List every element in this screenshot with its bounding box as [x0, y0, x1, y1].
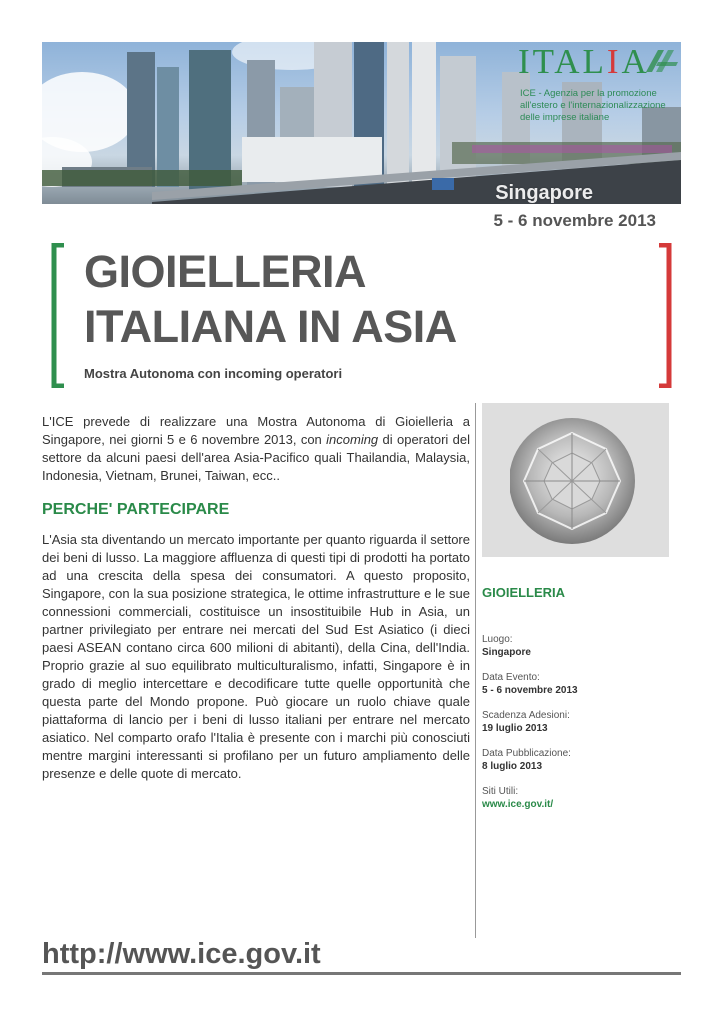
- chevron-logo-icon: [644, 46, 680, 76]
- why-paragraph: L'Asia sta diventando un mercato importante per quanto riguarda il settore dei beni di lusso. La maggiore affluenza di questi tipi di prodotti ha portato ad una crescita della spesa dei consumatori. A questo proposito, Singapore, con la sua posizione strategica, le ottime infrastrutture e le sue connessioni commerciali, costituisce un insostituibile Hub in Asia, un partner privilegiato per entrare nei mercati del Sud Est Asiatico (i dieci paesi ASEAN contano circa 600 milioni di abitanti), della Cina, dell'India. Proprio grazie al suo equilibrato multiculturalismo, infatti, Singapore è in grado di meglio intercettare e decodificare tutte quelle opportunità che questa parte del Mondo propone. Può giocare un ruolo chiave quale piattaforma di lancio per i beni di lusso italiani per entrare nel mercato asiatico. Nel comparto orafo l'Italia è presente con i marchi più conosciuti mentre margini interessanti si profilano per un futuro ampliamento delle presenze e delle quote di mercato.: [42, 532, 470, 781]
- footer-rule: [42, 972, 681, 975]
- diamond-image: [482, 403, 669, 557]
- title-line-1: GIOIELLERIA: [84, 246, 367, 297]
- main-content: [42, 413, 470, 793]
- info-value: Singapore: [482, 647, 531, 658]
- right-bracket-decoration: [657, 243, 673, 388]
- column-divider: [475, 403, 476, 938]
- logo-text-accent: I: [606, 42, 622, 81]
- info-label: Luogo:: [482, 634, 513, 645]
- page-subtitle: Mostra Autonoma con incoming operatori: [84, 366, 343, 381]
- header-banner: [42, 42, 681, 204]
- ice-website-link[interactable]: www.ice.gov.it/: [482, 799, 554, 810]
- page-title: [84, 244, 457, 354]
- logo-text-end: A: [621, 42, 650, 81]
- event-info-sidebar: [482, 586, 672, 811]
- logo-tagline: ICE - Agenzia per la promozione all'estero e l'internazionalizzazione delle imprese italiane: [520, 88, 666, 123]
- sidebar-heading: GIOIELLERIA: [482, 585, 566, 600]
- event-date: 5 - 6 novembre 2013: [493, 211, 656, 230]
- intro-paragraph: L'ICE prevede di realizzare una Mostra Autonoma di Gioielleria a Singapore, nei giorni 5 e 6 novembre 2013, con incoming di operatori del settore da alcuni paesi dell'area Asia-Pacifico quali Thailandia, Malaysia, Indonesia, Vietnam, Brunei, Taiwan, ecc..: [42, 414, 470, 483]
- section-heading-why: PERCHE' PARTECIPARE: [42, 501, 230, 518]
- city-label: Singapore: [495, 182, 593, 204]
- logo-text: ITAL: [518, 42, 607, 81]
- info-value: 19 luglio 2013: [482, 723, 548, 734]
- info-label: Data Evento:: [482, 672, 540, 683]
- footer-url-link[interactable]: http://www.ice.gov.it: [42, 938, 321, 970]
- info-value: 5 - 6 novembre 2013: [482, 685, 578, 696]
- info-value: 8 luglio 2013: [482, 761, 543, 772]
- left-bracket-decoration: [50, 243, 66, 388]
- diamond-icon: [510, 413, 640, 547]
- links-label: Siti Utili:: [482, 786, 519, 797]
- info-label: Scadenza Adesioni:: [482, 710, 570, 721]
- info-label: Data Pubblicazione:: [482, 748, 571, 759]
- italia-logo: [518, 44, 650, 80]
- title-line-2: ITALIANA IN ASIA: [84, 301, 457, 352]
